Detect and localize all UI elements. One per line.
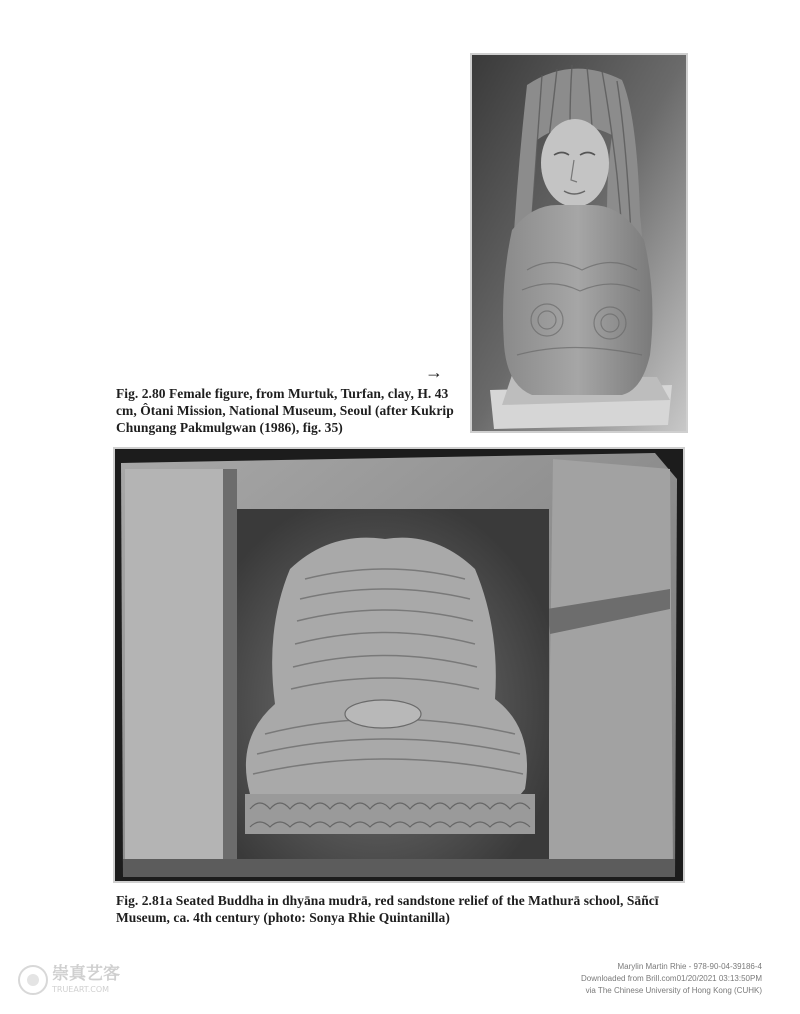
footer-institution: via The Chinese University of Hong Kong (CUHK) <box>585 986 762 995</box>
footer-download-date: Downloaded from Brill.com01/20/2021 03:13:50PM <box>581 974 762 983</box>
figure-2-80-photo <box>470 53 688 433</box>
download-footer <box>581 961 762 997</box>
female-figure-image <box>472 55 686 431</box>
arrow-indicator: → <box>425 362 443 382</box>
trueart-logo-icon <box>18 965 48 995</box>
seated-buddha-image <box>115 449 683 881</box>
watermark-chinese-text: 崇真艺客 <box>52 964 120 984</box>
trueart-watermark <box>18 965 120 995</box>
watermark-english-text: TRUEART.COM <box>52 985 110 994</box>
footer-author-isbn: Marylin Martin Rhie - 978-90-04-39186-4 <box>617 962 762 971</box>
figure-2-81a-photo <box>113 447 685 883</box>
figure-2-80-caption: Fig. 2.80 Female figure, from Murtuk, Turfan, clay, H. 43 cm, Ôtani Mission, National Museum, Seoul (after Kukrip Chungang Pakmulgwan (1986), fig. 35) <box>116 386 454 435</box>
figure-2-81a-caption: Fig. 2.81a Seated Buddha in dhyāna mudrā, red sandstone relief of the Mathurā school, Sāñcī Museum, ca. 4th century (photo: Sonya Rhie Quintanilla) <box>116 893 659 925</box>
